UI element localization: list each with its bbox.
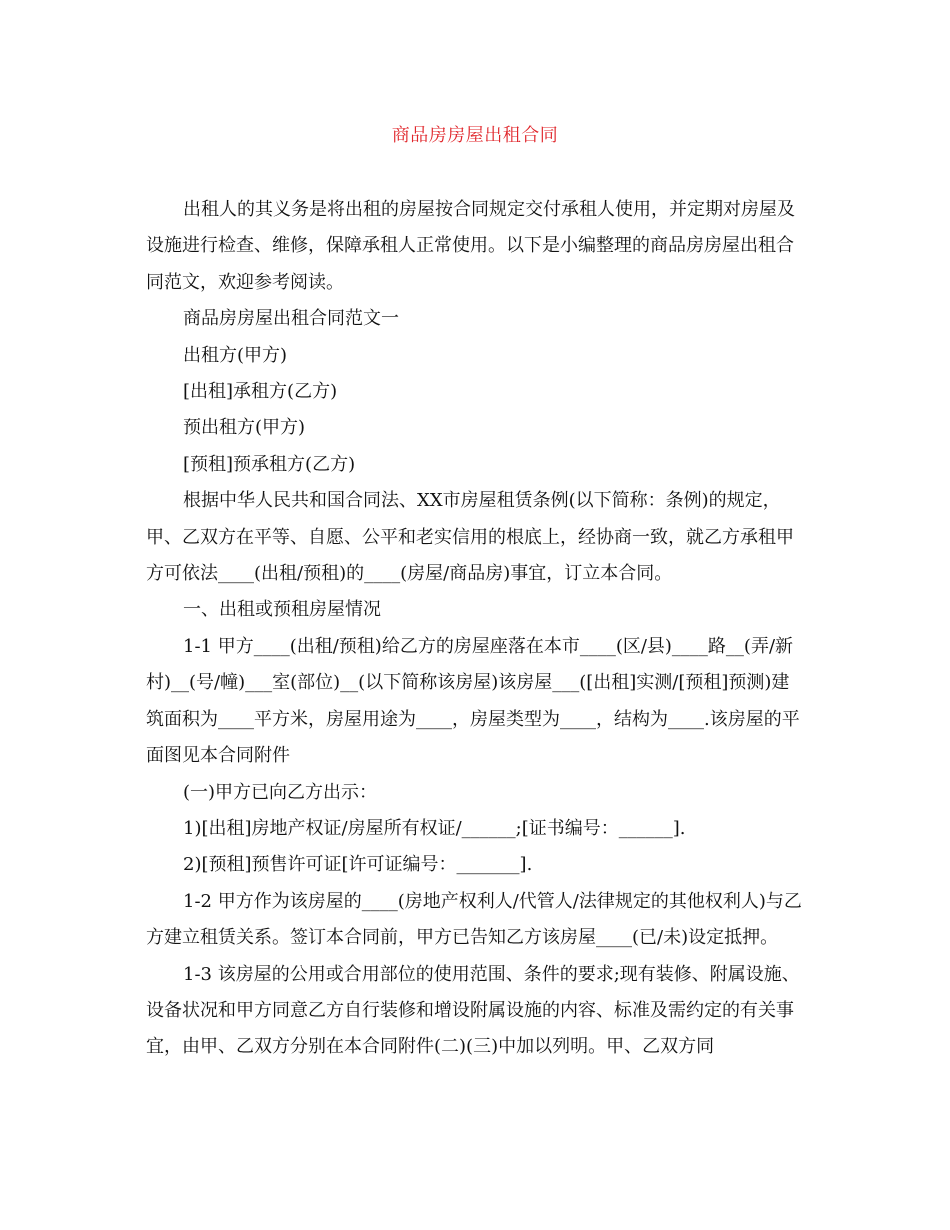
- clause-1-2: 1-2 甲方作为该房屋的____(房地产权利人/代管人/法律规定的其他权利人)与乙方建立租赁关系。签订本合同前，甲方已告知乙方该房屋____(已/未)设定抵押。: [146, 890, 802, 949]
- clause-1-1: 1-1 甲方____(出租/预租)给乙方的房屋座落在本市____(区/县)____路__(弄/新村)__(号/幢)___室(部位)__(以下简称该房屋)该房屋___([出租]实测/[预租]预测)建筑面积为____平方米，房屋用途为____，房屋类型为____，结构为____.该房屋的平面图见本合同附件: [146, 635, 800, 767]
- paragraph-lessor: 出租方(甲方): [183, 344, 288, 366]
- paragraph-pre-lessor: 预出租方(甲方): [183, 417, 306, 439]
- document-body: [146, 192, 806, 1066]
- paragraph-sample-heading: 商品房房屋出租合同范文一: [183, 308, 399, 330]
- clause-1-1-item-2: 2)[预租]预售许可证[许可证编号：_______].: [183, 854, 533, 876]
- section-heading-1: 一、出租或预租房屋情况: [183, 599, 381, 621]
- clause-1-3: 1-3 该房屋的公用或合用部位的使用范围、条件的要求;现有装修、附属设施、设备状况和甲方同意乙方自行装修和增设附属设施的内容、标准及需约定的有关事宜，由甲、乙双方分别在本合同附件(二)(三)中加以列明。甲、乙双方同: [146, 963, 800, 1058]
- document-title: 商品房房屋出租合同: [391, 125, 559, 146]
- paragraph-lessee: [出租]承租方(乙方): [183, 381, 338, 403]
- clause-1-1-subheading: (一)甲方已向乙方出示：: [183, 781, 378, 803]
- paragraph-pre-lessee: [预租]预承租方(乙方): [183, 453, 356, 475]
- paragraph-basis: 根据中华人民共和国合同法、XX市房屋租赁条例(以下简称：条例)的规定，甲、乙双方在平等、自愿、公平和老实信用的根底上，经协商一致，就乙方承租甲方可依法____(出租/预租)的____(房屋/商品房)事宜，订立本合同。: [146, 490, 794, 585]
- paragraph-intro: 出租人的其义务是将出租的房屋按合同规定交付承租人使用，并定期对房屋及设施进行检查、维修，保障承租人正常使用。以下是小编整理的商品房房屋出租合同范文，欢迎参考阅读。: [146, 199, 795, 293]
- clause-1-1-item-1: 1)[出租]房地产权证/房屋所有权证/______;[证书编号：______].: [183, 817, 686, 839]
